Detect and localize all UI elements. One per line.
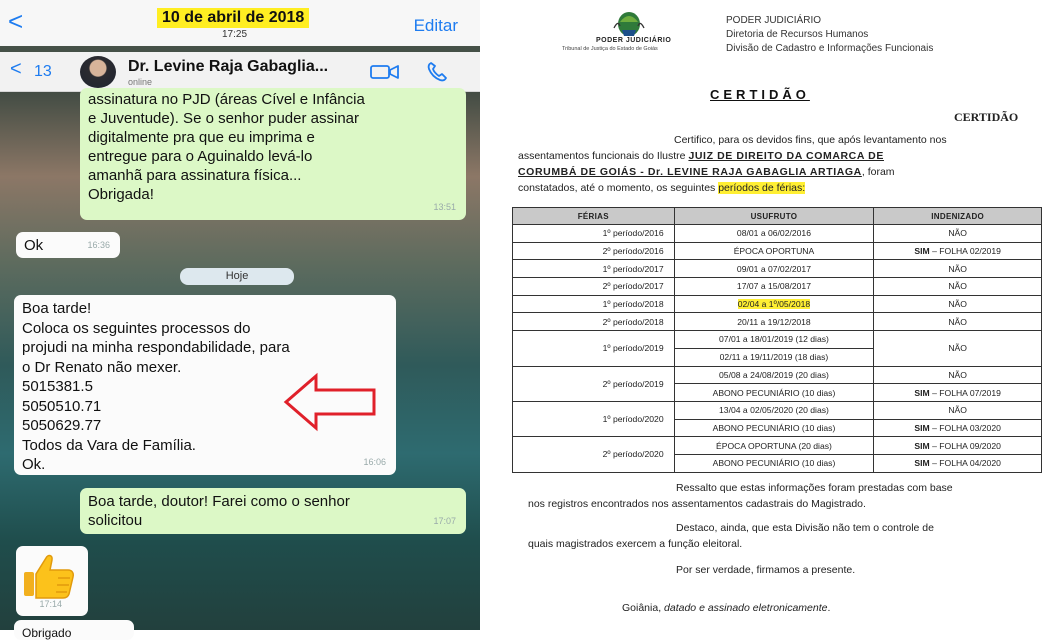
status-time: 17:25 bbox=[222, 29, 248, 40]
court-emblem-icon bbox=[610, 8, 648, 40]
outgoing-message[interactable] bbox=[80, 88, 466, 220]
message-line: 5015381.5 bbox=[22, 378, 93, 395]
cell-usufruto: ABONO PECUNIÁRIO (10 dias) bbox=[674, 454, 874, 472]
signature-line bbox=[622, 602, 830, 614]
vacation-table bbox=[512, 207, 1042, 473]
cell-usufruto: 20/11 a 19/12/2018 bbox=[674, 313, 874, 331]
cell-indenizado bbox=[874, 454, 1042, 472]
message-line: projudi na minha respondabilidade, para bbox=[22, 339, 290, 356]
cell-period: 2º período/2019 bbox=[513, 366, 675, 401]
cell-period: 1º período/2020 bbox=[513, 401, 675, 436]
cell-usufruto: 05/08 a 24/08/2019 (20 dias) bbox=[674, 366, 874, 384]
cell-usufruto: 02/11 a 19/11/2019 (18 dias) bbox=[674, 348, 874, 366]
message-line: Boa tarde, doutor! Farei como o senhor bbox=[88, 493, 350, 510]
folha-label: – FOLHA 03/2020 bbox=[929, 422, 1001, 433]
sim-label: SIM bbox=[914, 458, 930, 469]
message-text: Ok bbox=[24, 237, 44, 254]
cell-indenizado bbox=[874, 419, 1042, 437]
note-paragraph bbox=[528, 520, 1048, 552]
message-line: Obrigada! bbox=[88, 186, 154, 203]
paragraph-text: assentamentos funcionais do Ilustre bbox=[518, 150, 689, 162]
paragraph-line: Destaco, ainda, que esta Divisão não tem o controle de bbox=[676, 522, 934, 534]
period-mark: . bbox=[827, 602, 831, 614]
paragraph-line: Ressalto que estas informações foram prestadas com base bbox=[676, 482, 953, 494]
message-line: 5050510.71 bbox=[22, 397, 102, 415]
paragraph-line: nos registros encontrados nos assentamentos cadastrais do Magistrado. bbox=[528, 498, 866, 510]
folha-label: – FOLHA 02/2019 bbox=[929, 246, 1001, 257]
message-line: Boa tarde! bbox=[22, 300, 92, 317]
edit-button[interactable]: Editar bbox=[413, 16, 458, 35]
message-line: assinatura no PJD (áreas Cível e Infância bbox=[88, 91, 365, 108]
incoming-message[interactable] bbox=[16, 232, 120, 258]
panel-divider bbox=[480, 0, 488, 630]
message-line: o Dr Renato não mexer. bbox=[22, 358, 182, 376]
cell-indenizado: NÃO bbox=[874, 401, 1042, 419]
highlighted-text: períodos de férias: bbox=[718, 182, 806, 194]
column-header: USUFRUTO bbox=[674, 208, 874, 225]
cell-indenizado: NÃO bbox=[874, 278, 1042, 296]
contact-status: online bbox=[128, 77, 153, 87]
message-line: e Juventude). Se o senhor puder assinar bbox=[88, 110, 360, 127]
back-button[interactable]: < bbox=[8, 6, 24, 36]
outgoing-message[interactable] bbox=[80, 488, 466, 534]
judge-name: CORUMBÁ DE GOIÁS - Dr. LEVINE RAJA GABAGLIA ARTIAGA bbox=[518, 166, 862, 178]
highlighted-date: 10 de abril de 2018 bbox=[157, 8, 309, 28]
cell-indenizado: NÃO bbox=[874, 331, 1042, 366]
chat-screenshot bbox=[0, 0, 480, 640]
unread-count[interactable]: 13 bbox=[34, 63, 52, 80]
document-title-right: CERTIDÃO bbox=[954, 110, 1019, 124]
closing-line: Por ser verdade, firmamos a presente. bbox=[676, 564, 856, 576]
judge-title: JUIZ DE DIREITO DA COMARCA DE bbox=[688, 150, 884, 162]
disclaimer-paragraph bbox=[528, 480, 1048, 512]
table-row bbox=[513, 437, 1042, 455]
contact-avatar[interactable] bbox=[80, 56, 116, 88]
cell-usufruto: 13/04 a 02/05/2020 (20 dias) bbox=[674, 401, 874, 419]
org-subtitle: Tribunal de Justiça do Estado de Goiás bbox=[562, 46, 658, 52]
message-time: 16:36 bbox=[87, 240, 110, 250]
cell-indenizado: NÃO bbox=[874, 295, 1042, 313]
cell-usufruto: ÉPOCA OPORTUNA (20 dias) bbox=[674, 437, 874, 455]
message-line: 5050629.77 bbox=[22, 417, 102, 434]
message-line: Ok. bbox=[22, 456, 46, 473]
cell-usufruto: 07/01 a 18/01/2019 (12 dias) bbox=[674, 331, 874, 349]
signature-note: datado e assinado eletronicamente bbox=[664, 602, 828, 614]
cell-usufruto: 17/07 a 15/08/2017 bbox=[674, 278, 874, 296]
table-row bbox=[513, 295, 1042, 313]
cell-indenizado bbox=[874, 437, 1042, 455]
cell-usufruto: ÉPOCA OPORTUNA bbox=[674, 242, 874, 260]
sim-label: SIM bbox=[914, 422, 930, 433]
cell-period: 2º período/2020 bbox=[513, 437, 675, 472]
cell-indenizado: NÃO bbox=[874, 313, 1042, 331]
message-text: Obrigado bbox=[22, 626, 72, 640]
certification-paragraph bbox=[518, 132, 1058, 196]
paragraph-line: quais magistrados exercem a função eleitoral. bbox=[528, 538, 743, 550]
cell-indenizado: NÃO bbox=[874, 260, 1042, 278]
message-time: 17:07 bbox=[433, 516, 456, 526]
message-line: Todos da Vara de Família. bbox=[22, 436, 196, 454]
cell-indenizado: NÃO bbox=[874, 366, 1042, 384]
message-time: 17:14 bbox=[39, 599, 62, 609]
paragraph-line: Certifico, para os devidos fins, que após levantamento nos bbox=[674, 134, 947, 146]
message-line: amanhã para assinatura física... bbox=[88, 167, 302, 184]
folha-label: – FOLHA 07/2019 bbox=[929, 387, 1001, 398]
document-title: CERTIDÃO bbox=[710, 87, 810, 102]
table-header-row bbox=[513, 208, 1042, 225]
contact-name[interactable]: Dr. Levine Raja Gabaglia... bbox=[128, 58, 329, 75]
top-navigation-bar bbox=[0, 0, 480, 46]
thumbs-up-icon bbox=[22, 552, 76, 600]
red-arrow-annotation bbox=[282, 372, 380, 432]
day-separator: Hoje bbox=[180, 268, 294, 285]
header-line: Diretoria de Recursos Humanos bbox=[726, 29, 869, 40]
table-row bbox=[513, 401, 1042, 419]
cell-period: 1º período/2017 bbox=[513, 260, 675, 278]
header-line: Divisão de Cadastro e Informações Funcionais bbox=[726, 43, 934, 54]
column-header: INDENIZADO bbox=[874, 208, 1042, 225]
table-row bbox=[513, 260, 1042, 278]
cell-usufruto: 08/01 a 06/02/2016 bbox=[674, 225, 874, 243]
cell-period: 2º período/2018 bbox=[513, 313, 675, 331]
message-line: digitalmente pra que eu imprima e bbox=[88, 129, 315, 146]
message-line: Coloca os seguintes processos do bbox=[22, 319, 251, 337]
certificate-document bbox=[488, 0, 1024, 630]
incoming-message-partial[interactable] bbox=[14, 620, 134, 640]
table-row bbox=[513, 242, 1042, 260]
table-row bbox=[513, 331, 1042, 349]
incoming-sticker-message[interactable] bbox=[16, 546, 88, 616]
cell-usufruto: 09/01 a 07/02/2017 bbox=[674, 260, 874, 278]
cell-indenizado bbox=[874, 384, 1042, 402]
column-header: FÉRIAS bbox=[513, 208, 675, 225]
chat-header bbox=[0, 52, 480, 92]
highlighted-text: 02/04 a 1º/05/2018 bbox=[737, 299, 811, 310]
cell-usufruto: ABONO PECUNIÁRIO (10 dias) bbox=[674, 419, 874, 437]
table-row bbox=[513, 225, 1042, 243]
sim-label: SIM bbox=[914, 440, 930, 451]
message-line: entregue para o Aguinaldo levá-lo bbox=[88, 148, 313, 165]
org-name: PODER JUDICIÁRIO bbox=[596, 37, 672, 44]
cell-period: 2º período/2016 bbox=[513, 242, 675, 260]
chat-back-button[interactable]: < bbox=[10, 58, 22, 80]
cell-period: 1º período/2016 bbox=[513, 225, 675, 243]
phone-call-icon[interactable] bbox=[426, 61, 448, 83]
folha-label: – FOLHA 04/2020 bbox=[929, 458, 1001, 469]
header-line: PODER JUDICIÁRIO bbox=[726, 15, 822, 26]
paragraph-text: constatados, até o momento, os seguintes bbox=[518, 182, 719, 194]
sim-label: SIM bbox=[914, 387, 930, 398]
cell-usufruto: ABONO PECUNIÁRIO (10 dias) bbox=[674, 384, 874, 402]
cell-period: 1º período/2019 bbox=[513, 331, 675, 366]
header-block bbox=[726, 14, 933, 56]
table-row bbox=[513, 313, 1042, 331]
message-time: 16:06 bbox=[363, 457, 386, 467]
table-row bbox=[513, 278, 1042, 296]
cell-indenizado bbox=[874, 242, 1042, 260]
message-time: 13:51 bbox=[433, 202, 456, 212]
cell-indenizado: NÃO bbox=[874, 225, 1042, 243]
cell-usufruto bbox=[674, 295, 874, 313]
message-line: solicitou bbox=[88, 512, 143, 529]
folha-label: – FOLHA 09/2020 bbox=[929, 440, 1001, 451]
table-row bbox=[513, 366, 1042, 384]
video-call-icon[interactable] bbox=[370, 64, 400, 80]
paragraph-text: , foram bbox=[861, 166, 895, 178]
sim-label: SIM bbox=[914, 246, 930, 257]
cell-period: 1º período/2018 bbox=[513, 295, 675, 313]
place-text: Goiânia, bbox=[622, 602, 665, 614]
cell-period: 2º período/2017 bbox=[513, 278, 675, 296]
